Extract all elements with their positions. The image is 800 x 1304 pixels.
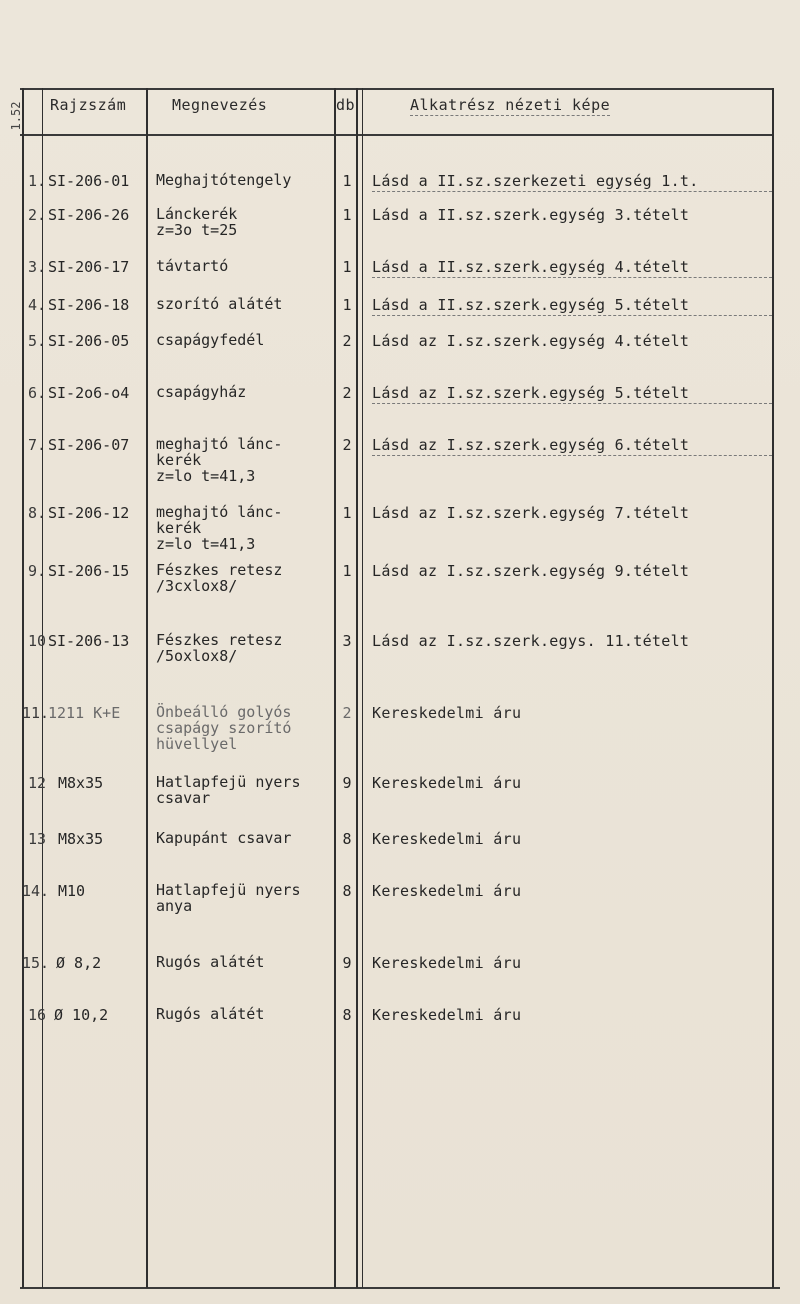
row-qty: 1: [342, 562, 352, 580]
header-corner-number: 1.52: [9, 101, 23, 131]
name-col-divider: [334, 88, 336, 1288]
row-qty: 1: [342, 172, 352, 190]
top-rule: [20, 88, 772, 90]
row-reference: Lásd a II.sz.szerk.egység 5.tételt: [372, 296, 772, 316]
row-reference: Lásd az I.sz.szerk.egység 4.tételt: [372, 332, 690, 350]
row-code: M10: [58, 882, 86, 900]
row-qty: 2: [342, 384, 352, 402]
row-qty: 1: [342, 504, 352, 522]
row-name: csapágyfedél: [156, 331, 265, 349]
row-number: 13: [27, 830, 46, 848]
row-code: SI-206-12: [48, 504, 130, 522]
row-name: Fészkes retesz /3cxloх8/: [156, 561, 283, 595]
row-name: Rugós alátét: [156, 953, 265, 971]
row-code: SI-206-18: [48, 296, 130, 314]
row-code: SI-2o6-o4: [48, 384, 130, 402]
row-reference: Lásd az I.sz.szerk.egység 5.tételt: [372, 384, 772, 404]
row-code: SI-206-15: [48, 562, 130, 580]
header-rule: [20, 134, 772, 136]
row-reference: Kereskedelmi áru: [372, 1006, 522, 1024]
row-number: 8.: [27, 504, 46, 522]
row-name: Kapupánt csavar: [156, 829, 292, 847]
code-col-divider: [146, 88, 148, 1288]
row-code: SI-206-07: [48, 436, 130, 454]
row-reference: Kereskedelmi áru: [372, 882, 522, 900]
row-qty: 1: [342, 206, 352, 224]
row-qty: 3: [342, 632, 352, 650]
row-name: távtartó: [156, 257, 229, 275]
row-reference: Lásd az I.sz.szerk.egység 7.tételt: [372, 504, 690, 522]
qty-col-divider-2: [362, 88, 363, 1288]
row-qty: 9: [342, 954, 352, 972]
row-code: Ø 10,2: [54, 1006, 109, 1024]
qty-col-divider: [356, 88, 358, 1288]
row-reference: Kereskedelmi áru: [372, 704, 522, 722]
row-number: 14.: [22, 882, 50, 900]
row-code: Ø 8,2: [56, 954, 102, 972]
row-reference: Lásd a II.sz.szerkezeti egység 1.t.: [372, 172, 772, 192]
header-qty: db: [336, 96, 356, 114]
row-reference: Kereskedelmi áru: [372, 954, 522, 972]
row-name: Hatlapfejü nyers csavar: [156, 773, 301, 807]
bottom-rule: [20, 1287, 780, 1289]
row-name: Önbeálló golyós csapágy szorító hüvellyel: [156, 703, 292, 753]
row-number: 11.: [22, 704, 50, 722]
row-number: 12: [27, 774, 46, 792]
row-reference: Lásd az I.sz.szerk.egység 6.tételt: [372, 436, 772, 456]
row-number: 15.: [22, 954, 50, 972]
row-qty: 1: [342, 296, 352, 314]
row-number: 3.: [27, 258, 46, 276]
row-reference: Lásd a II.sz.szerk.egység 3.tételt: [372, 206, 690, 224]
row-code: SI-206-13: [48, 632, 130, 650]
row-qty: 8: [342, 1006, 352, 1024]
row-qty: 2: [342, 436, 352, 454]
row-name: Fészkes retesz /5oxlox8/: [156, 631, 283, 665]
row-qty: 2: [342, 704, 352, 722]
row-qty: 1: [342, 258, 352, 276]
row-qty: 8: [342, 882, 352, 900]
row-reference: Kereskedelmi áru: [372, 774, 522, 792]
row-code: SI-206-05: [48, 332, 130, 350]
row-name: Lánckerék z=3o t=25: [156, 205, 238, 239]
row-name: csapágyház: [156, 383, 247, 401]
row-number: 1.: [27, 172, 46, 190]
row-code: SI-206-01: [48, 172, 130, 190]
header-code: Rajzszám: [50, 96, 127, 114]
row-number: 6.: [27, 384, 46, 402]
row-code: 1211 K+E: [48, 704, 121, 722]
row-code: SI-206-17: [48, 258, 130, 276]
header-name: Megnevezés: [172, 96, 268, 114]
row-name: meghajtó lánc- kerék z=lo t=41,3: [156, 503, 283, 553]
row-number: 9.: [27, 562, 46, 580]
row-qty: 8: [342, 830, 352, 848]
row-number: 10: [27, 632, 46, 650]
row-number: 5.: [27, 332, 46, 350]
row-name: Rugós alátét: [156, 1005, 265, 1023]
row-code: M8x35: [58, 774, 104, 792]
right-border: [772, 88, 774, 1288]
row-code: M8x35: [58, 830, 104, 848]
row-name: Meghajtótengely: [156, 171, 292, 189]
header-view: Alkatrész nézeti képe: [410, 96, 611, 114]
row-number: 4.: [27, 296, 46, 314]
row-number: 2.: [27, 206, 46, 224]
row-reference: Kereskedelmi áru: [372, 830, 522, 848]
row-code: SI-206-26: [48, 206, 130, 224]
row-reference: Lásd a II.sz.szerk.egység 4.tételt: [372, 258, 772, 278]
row-name: szorító alátét: [156, 295, 283, 313]
row-number: 16: [27, 1006, 46, 1024]
row-name: meghajtó lánc- kerék z=lo t=41,3: [156, 435, 283, 485]
row-reference: Lásd az I.sz.szerk.egység 9.tételt: [372, 562, 690, 580]
row-qty: 9: [342, 774, 352, 792]
row-number: 7.: [27, 436, 46, 454]
row-reference: Lásd az I.sz.szerk.egys. 11.tételt: [372, 632, 690, 650]
row-qty: 2: [342, 332, 352, 350]
row-name: Hatlapfejü nyers anya: [156, 881, 301, 915]
